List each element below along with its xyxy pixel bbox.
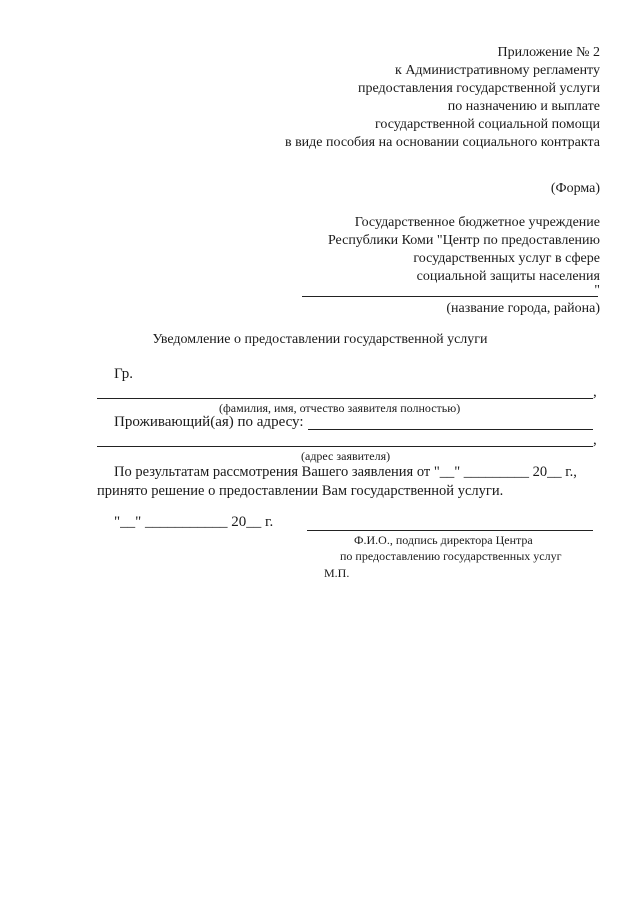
form-label: (Форма) — [550, 181, 600, 196]
appendix-title: Приложение № 2 — [497, 45, 600, 60]
address-comma: , — [593, 432, 597, 448]
signature-caption-1: Ф.И.О., подпись директора Центра — [354, 533, 533, 547]
appendix-line: по назначению и выплате — [447, 99, 600, 114]
addressee-closing-quote: " — [594, 283, 600, 298]
appendix-line: в виде пособия на основании социального контракта — [284, 135, 600, 150]
city-caption: (название города, района) — [446, 301, 600, 316]
address-caption: (адрес заявителя) — [301, 449, 391, 463]
citizen-name-underline — [97, 398, 593, 399]
appendix-line: государственной социальной помощи — [374, 117, 600, 132]
residence-label: Проживающий(ая) по адресу: — [114, 414, 304, 430]
document-title: Уведомление о предоставлении государственной услуги — [152, 332, 488, 347]
residence-underline — [308, 429, 593, 430]
appendix-line: предоставления государственной услуги — [358, 81, 600, 96]
citizen-caption: (фамилия, имя, отчество заявителя полностью) — [219, 401, 461, 415]
stamp-placeholder: М.П. — [324, 566, 350, 580]
addressee-line: государственных услуг в сфере — [413, 251, 600, 266]
addressee-line: Республики Коми "Центр по предоставлению — [327, 233, 600, 248]
citizen-prefix: Гр. — [114, 366, 133, 382]
addressee-line: социальной защиты населения — [416, 269, 600, 284]
signature-caption-2: по предоставлению государственных услуг — [340, 549, 562, 563]
addressee-line: Государственное бюджетное учреждение — [354, 215, 600, 230]
signature-underline — [307, 530, 593, 531]
appendix-line: к Административному регламенту — [395, 63, 600, 78]
decision-line-1: По результатам рассмотрения Вашего заявления от "__" _________ 20__ г., — [114, 464, 577, 480]
address-underline — [97, 446, 593, 447]
city-underline — [302, 296, 598, 297]
decision-line-2: принято решение о предоставлении Вам государственной услуги. — [97, 483, 504, 499]
signature-date: "__" ___________ 20__ г. — [114, 514, 274, 530]
citizen-comma: , — [593, 384, 597, 400]
